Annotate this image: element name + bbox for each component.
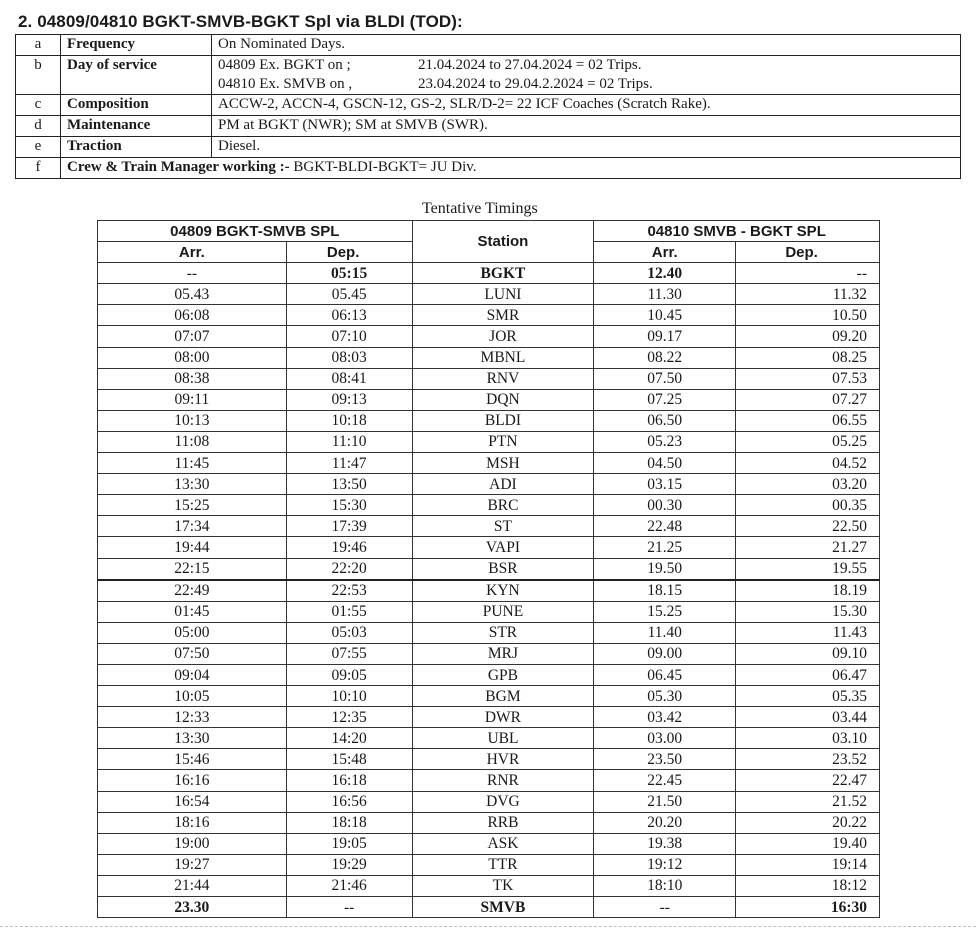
down-departure: 21.27 xyxy=(736,537,880,558)
info-row xyxy=(16,95,961,116)
up-departure: 10:10 xyxy=(286,686,412,707)
up-arrival: 05:00 xyxy=(98,622,287,643)
station-code: BLDI xyxy=(412,410,594,431)
up-departure: 01:55 xyxy=(286,601,412,622)
up-arrival: 10:05 xyxy=(98,686,287,707)
station-code: BRC xyxy=(412,495,594,516)
station-code: JOR xyxy=(412,326,594,347)
up-departure: 05:03 xyxy=(286,622,412,643)
document-title: 2. 04809/04810 BGKT-SMVB-BGKT Spl via BLDI (TOD): xyxy=(18,12,463,31)
up-arrival: 11:08 xyxy=(98,431,287,452)
station-code: DVG xyxy=(412,791,594,812)
timetable-row xyxy=(98,537,880,558)
up-arrival: 18:16 xyxy=(98,812,287,833)
up-arrival: 19:00 xyxy=(98,833,287,854)
up-departure: 19:05 xyxy=(286,833,412,854)
info-row-value: BGKT-BLDI-BGKT= JU Div. xyxy=(293,159,477,175)
up-arrival: 17:34 xyxy=(98,516,287,537)
info-row-field: Maintenance xyxy=(61,116,212,137)
down-departure: 22.47 xyxy=(736,770,880,791)
up-arrival: 19:27 xyxy=(98,854,287,875)
up-arrival: 08:38 xyxy=(98,368,287,389)
down-arrival: 21.50 xyxy=(594,791,736,812)
info-row-key: b xyxy=(16,56,61,95)
down-departure: 09.20 xyxy=(736,326,880,347)
down-arrival: 08.22 xyxy=(594,347,736,368)
station-code: ADI xyxy=(412,474,594,495)
station-code: BGKT xyxy=(412,263,594,284)
service-day-line xyxy=(218,75,954,94)
timetable-row xyxy=(98,453,880,474)
down-arrival: 15.25 xyxy=(594,601,736,622)
up-arrival: 10:13 xyxy=(98,410,287,431)
down-departure: 10.50 xyxy=(736,305,880,326)
station-code: SMVB xyxy=(412,897,594,918)
station-code: KYN xyxy=(412,580,594,602)
station-code: MRJ xyxy=(412,643,594,664)
down-arrival: 07.50 xyxy=(594,368,736,389)
down-arrival: 00.30 xyxy=(594,495,736,516)
up-arrival: 08:00 xyxy=(98,347,287,368)
up-arrival: 05.43 xyxy=(98,284,287,305)
down-arrival: 11.40 xyxy=(594,622,736,643)
info-row-key: a xyxy=(16,35,61,56)
station-code: LUNI xyxy=(412,284,594,305)
up-arrival: 16:54 xyxy=(98,791,287,812)
station-code: UBL xyxy=(412,728,594,749)
timetable-row xyxy=(98,897,880,918)
info-row-value: On Nominated Days. xyxy=(212,35,961,56)
station-code: GPB xyxy=(412,664,594,685)
down-departure: 09.10 xyxy=(736,643,880,664)
info-row-field: Traction xyxy=(61,137,212,158)
station-code: HVR xyxy=(412,749,594,770)
up-arrival: 19:44 xyxy=(98,537,287,558)
timetable-row xyxy=(98,368,880,389)
down-departure: 21.52 xyxy=(736,791,880,812)
down-dep-header: Dep. xyxy=(736,242,880,263)
down-arrival: 23.50 xyxy=(594,749,736,770)
down-arrival: 06.45 xyxy=(594,664,736,685)
down-arrival: 22.48 xyxy=(594,516,736,537)
down-arrival: 09.00 xyxy=(594,643,736,664)
down-departure: 07.53 xyxy=(736,368,880,389)
up-arrival: 15:25 xyxy=(98,495,287,516)
down-arrival: 12.40 xyxy=(594,263,736,284)
info-row xyxy=(16,116,961,137)
timetable-row xyxy=(98,284,880,305)
info-row-key: f xyxy=(16,158,61,179)
down-arrival: 22.45 xyxy=(594,770,736,791)
station-code: RNV xyxy=(412,368,594,389)
up-departure: 22:53 xyxy=(286,580,412,602)
up-departure: 16:18 xyxy=(286,770,412,791)
down-arrival: 07.25 xyxy=(594,389,736,410)
page-edge-divider xyxy=(0,926,976,931)
timetable-row xyxy=(98,474,880,495)
down-departure: 15.30 xyxy=(736,601,880,622)
down-departure: 18.19 xyxy=(736,580,880,602)
timetable-row xyxy=(98,770,880,791)
timetable-row xyxy=(98,431,880,452)
timetable-row xyxy=(98,516,880,537)
down-train-header: 04810 SMVB - BGKT SPL xyxy=(594,221,880,242)
info-row-key: c xyxy=(16,95,61,116)
down-departure: 19.40 xyxy=(736,833,880,854)
down-arrival: 05.23 xyxy=(594,431,736,452)
down-arrival: 21.25 xyxy=(594,537,736,558)
service-date-range: 21.04.2024 to 27.04.2024 = 02 Trips. xyxy=(418,57,642,73)
up-departure: 05:15 xyxy=(286,263,412,284)
info-row xyxy=(16,137,961,158)
down-arrival: 05.30 xyxy=(594,686,736,707)
down-departure: 18:12 xyxy=(736,875,880,896)
station-code: TTR xyxy=(412,854,594,875)
timetable-row xyxy=(98,305,880,326)
up-arrival: 15:46 xyxy=(98,749,287,770)
timetable-row xyxy=(98,664,880,685)
up-arrival: 06:08 xyxy=(98,305,287,326)
down-departure: -- xyxy=(736,263,880,284)
up-arrival: 07:07 xyxy=(98,326,287,347)
up-arrival: -- xyxy=(98,263,287,284)
down-arrival: 03.00 xyxy=(594,728,736,749)
timetable-row xyxy=(98,622,880,643)
down-departure: 08.25 xyxy=(736,347,880,368)
up-train-header: 04809 BGKT-SMVB SPL xyxy=(98,221,413,242)
info-row-value xyxy=(212,56,961,95)
station-code: STR xyxy=(412,622,594,643)
down-departure: 07.27 xyxy=(736,389,880,410)
info-row-value: ACCW-2, ACCN-4, GSCN-12, GS-2, SLR/D-2= 22 ICF Coaches (Scratch Rake). xyxy=(212,95,961,116)
down-departure: 22.50 xyxy=(736,516,880,537)
train-info-table xyxy=(15,34,961,179)
up-arrival: 07:50 xyxy=(98,643,287,664)
up-departure: 08:03 xyxy=(286,347,412,368)
timetable-row xyxy=(98,410,880,431)
down-departure: 05.35 xyxy=(736,686,880,707)
up-departure: 06:13 xyxy=(286,305,412,326)
down-departure: 11.32 xyxy=(736,284,880,305)
timetable-row xyxy=(98,601,880,622)
down-departure: 19.55 xyxy=(736,558,880,580)
down-arrival: 19:12 xyxy=(594,854,736,875)
up-departure: 22:20 xyxy=(286,558,412,580)
station-header: Station xyxy=(412,221,594,263)
up-arrival: 09:04 xyxy=(98,664,287,685)
service-day-line xyxy=(218,56,954,75)
station-code: MSH xyxy=(412,453,594,474)
up-departure: 08:41 xyxy=(286,368,412,389)
up-departure: 10:18 xyxy=(286,410,412,431)
info-row-key: d xyxy=(16,116,61,137)
down-departure: 06.55 xyxy=(736,410,880,431)
timetable-row xyxy=(98,686,880,707)
down-departure: 20.22 xyxy=(736,812,880,833)
timetable-row xyxy=(98,347,880,368)
down-arrival: 03.42 xyxy=(594,707,736,728)
down-departure: 03.10 xyxy=(736,728,880,749)
up-arrival: 09:11 xyxy=(98,389,287,410)
up-departure: 13:50 xyxy=(286,474,412,495)
station-code: BGM xyxy=(412,686,594,707)
up-departure: 07:10 xyxy=(286,326,412,347)
up-arrival: 13:30 xyxy=(98,474,287,495)
timetable-row xyxy=(98,728,880,749)
down-departure: 03.20 xyxy=(736,474,880,495)
service-train-label: 04809 Ex. BGKT on ; xyxy=(218,57,351,73)
down-departure: 19:14 xyxy=(736,854,880,875)
up-departure: 07:55 xyxy=(286,643,412,664)
timetable-row xyxy=(98,263,880,284)
up-departure: 11:47 xyxy=(286,453,412,474)
down-arrival: 18.15 xyxy=(594,580,736,602)
down-departure: 23.52 xyxy=(736,749,880,770)
info-row-value: PM at BGKT (NWR); SM at SMVB (SWR). xyxy=(212,116,961,137)
timetable-row xyxy=(98,580,880,602)
timetable-row xyxy=(98,558,880,580)
station-code: RRB xyxy=(412,812,594,833)
timetable-row xyxy=(98,812,880,833)
up-arrival: 13:30 xyxy=(98,728,287,749)
up-departure: 09:13 xyxy=(286,389,412,410)
down-arrival: -- xyxy=(594,897,736,918)
station-code: VAPI xyxy=(412,537,594,558)
timetable-row xyxy=(98,326,880,347)
timetable-row xyxy=(98,389,880,410)
down-arrival: 04.50 xyxy=(594,453,736,474)
down-departure: 00.35 xyxy=(736,495,880,516)
timetable-row xyxy=(98,833,880,854)
up-departure: 19:46 xyxy=(286,537,412,558)
up-arrival: 16:16 xyxy=(98,770,287,791)
down-departure: 05.25 xyxy=(736,431,880,452)
down-arrival: 18:10 xyxy=(594,875,736,896)
timetable xyxy=(97,220,880,918)
up-departure: 05.45 xyxy=(286,284,412,305)
service-date-range: 23.04.2024 to 29.04.2.2024 = 02 Trips. xyxy=(418,76,653,92)
station-code: SMR xyxy=(412,305,594,326)
down-departure: 11.43 xyxy=(736,622,880,643)
down-arr-header: Arr. xyxy=(594,242,736,263)
timetable-row xyxy=(98,791,880,812)
up-departure: 18:18 xyxy=(286,812,412,833)
info-row-value: Diesel. xyxy=(212,137,961,158)
up-arrival: 23.30 xyxy=(98,897,287,918)
station-code: BSR xyxy=(412,558,594,580)
up-departure: 21:46 xyxy=(286,875,412,896)
up-departure: 09:05 xyxy=(286,664,412,685)
up-arrival: 22:15 xyxy=(98,558,287,580)
timetable-row xyxy=(98,707,880,728)
info-row-field: Composition xyxy=(61,95,212,116)
info-row xyxy=(16,35,961,56)
info-row xyxy=(16,158,961,179)
service-train-label: 04810 Ex. SMVB on , xyxy=(218,76,353,92)
station-code: MBNL xyxy=(412,347,594,368)
station-code: DWR xyxy=(412,707,594,728)
up-departure: 12:35 xyxy=(286,707,412,728)
info-row-field: Day of service xyxy=(61,56,212,95)
up-departure: -- xyxy=(286,897,412,918)
tentative-timings-caption: Tentative Timings xyxy=(422,200,538,217)
down-arrival: 09.17 xyxy=(594,326,736,347)
info-row-key: e xyxy=(16,137,61,158)
crew-working-cell xyxy=(61,158,961,179)
up-dep-header: Dep. xyxy=(286,242,412,263)
station-code: PTN xyxy=(412,431,594,452)
station-code: PUNE xyxy=(412,601,594,622)
down-departure: 16:30 xyxy=(736,897,880,918)
up-departure: 15:48 xyxy=(286,749,412,770)
down-arrival: 11.30 xyxy=(594,284,736,305)
timetable-row xyxy=(98,495,880,516)
up-arrival: 22:49 xyxy=(98,580,287,602)
down-departure: 03.44 xyxy=(736,707,880,728)
info-row-field: Crew & Train Manager working :- xyxy=(67,159,290,175)
timetable-row xyxy=(98,875,880,896)
down-departure: 04.52 xyxy=(736,453,880,474)
station-code: ASK xyxy=(412,833,594,854)
down-arrival: 19.38 xyxy=(594,833,736,854)
timetable-row xyxy=(98,749,880,770)
info-row-field: Frequency xyxy=(61,35,212,56)
timetable-row xyxy=(98,643,880,664)
down-arrival: 03.15 xyxy=(594,474,736,495)
down-arrival: 19.50 xyxy=(594,558,736,580)
station-code: RNR xyxy=(412,770,594,791)
up-arrival: 01:45 xyxy=(98,601,287,622)
down-arrival: 06.50 xyxy=(594,410,736,431)
down-arrival: 10.45 xyxy=(594,305,736,326)
up-departure: 11:10 xyxy=(286,431,412,452)
station-code: ST xyxy=(412,516,594,537)
up-arrival: 12:33 xyxy=(98,707,287,728)
up-departure: 17:39 xyxy=(286,516,412,537)
info-row xyxy=(16,56,961,95)
up-arr-header: Arr. xyxy=(98,242,287,263)
up-departure: 16:56 xyxy=(286,791,412,812)
up-departure: 19:29 xyxy=(286,854,412,875)
station-code: DQN xyxy=(412,389,594,410)
up-arrival: 21:44 xyxy=(98,875,287,896)
up-arrival: 11:45 xyxy=(98,453,287,474)
down-departure: 06.47 xyxy=(736,664,880,685)
up-departure: 14:20 xyxy=(286,728,412,749)
down-arrival: 20.20 xyxy=(594,812,736,833)
station-code: TK xyxy=(412,875,594,896)
timetable-row xyxy=(98,854,880,875)
up-departure: 15:30 xyxy=(286,495,412,516)
